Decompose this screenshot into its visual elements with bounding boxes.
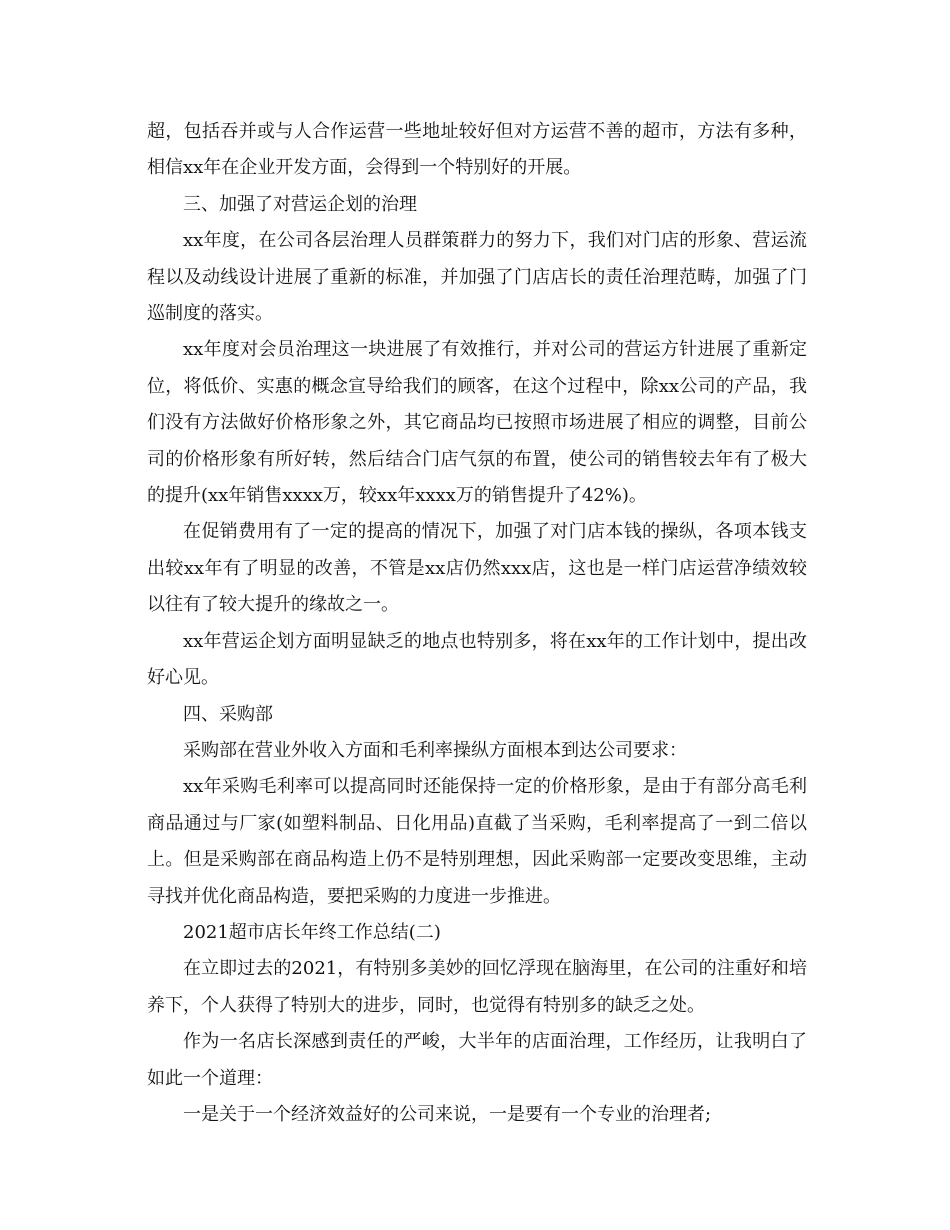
paragraph-4: xx年度对会员治理这一块进展了有效推行，并对公司的营运方针进展了重新定位，将低价、实惠的概念宣导给我们的顾客，在这个过程中，除xx公司的产品，我们没有方法做好价格形象之外，其它商品均已按照市场进展了相应的调整，目前公司的价格形象有所好转，然后结合门店气氛的布置，使公司的销售较去年有了极大的提升(xx年销售xxxx万，较xx年xxxx万的销售提升了42%)。: [147, 339, 807, 507]
paragraph-6: xx年营运企划方面明显缺乏的地点也特别多，将在xx年的工作计划中，提出改好心见。: [147, 630, 807, 689]
article-title-2: 2021超市店长年终工作总结(二): [183, 921, 441, 943]
paragraph-12: 作为一名店长深感到责任的严峻，大半年的店面治理，工作经历，让我明白了如此一个道理：: [147, 1031, 807, 1089]
paragraph-5: 在促销费用有了一定的提高的情况下，加强了对门店本钱的操纵，各项本钱支出较xx年有了明显的改善，不管是xx店仍然xxx店，这也是一样门店运营净绩效较以往有了较大提升的缘故之一。: [147, 521, 807, 616]
document-body: [147, 114, 807, 1133]
section-heading-3: 三、加强了对营运企划的治理: [183, 193, 417, 215]
paragraph-11: 在立即过去的2021，有特别多美妙的回忆浮现在脑海里，在公司的注重好和培养下，个人获得了特别大的进步，同时，也觉得有特别多的缺乏之处。: [147, 958, 807, 1016]
paragraph-1: 超，包括吞并或与人合作运营一些地址较好但对方运营不善的超市，方法有多种，相信xx年在企业开发方面，会得到一个特别好的开展。: [147, 121, 807, 179]
paragraph-8: 采购部在营业外收入方面和毛利率操纵方面根本到达公司要求：: [183, 739, 687, 761]
paragraph-3: xx年度，在公司各层治理人员群策群力的努力下，我们对门店的形象、营运流程以及动线设计进展了重新的标准，并加强了门店店长的责任治理范畴，加强了门巡制度的落实。: [147, 230, 807, 325]
paragraph-13: 一是关于一个经济效益好的公司来说，一是要有一个专业的治理者;: [183, 1103, 712, 1125]
section-heading-4: 四、采购部: [183, 703, 273, 725]
paragraph-9: xx年采购毛利率可以提高同时还能保持一定的价格形象，是由于有部分高毛利商品通过与厂家(如塑料制品、日化用品)直截了当采购，毛利率提高了一到二倍以上。但是采购部在商品构造上仍不是特别理想，因此采购部一定要改变思维，主动寻找并优化商品构造，要把采购的力度进一步推进。: [147, 776, 807, 907]
